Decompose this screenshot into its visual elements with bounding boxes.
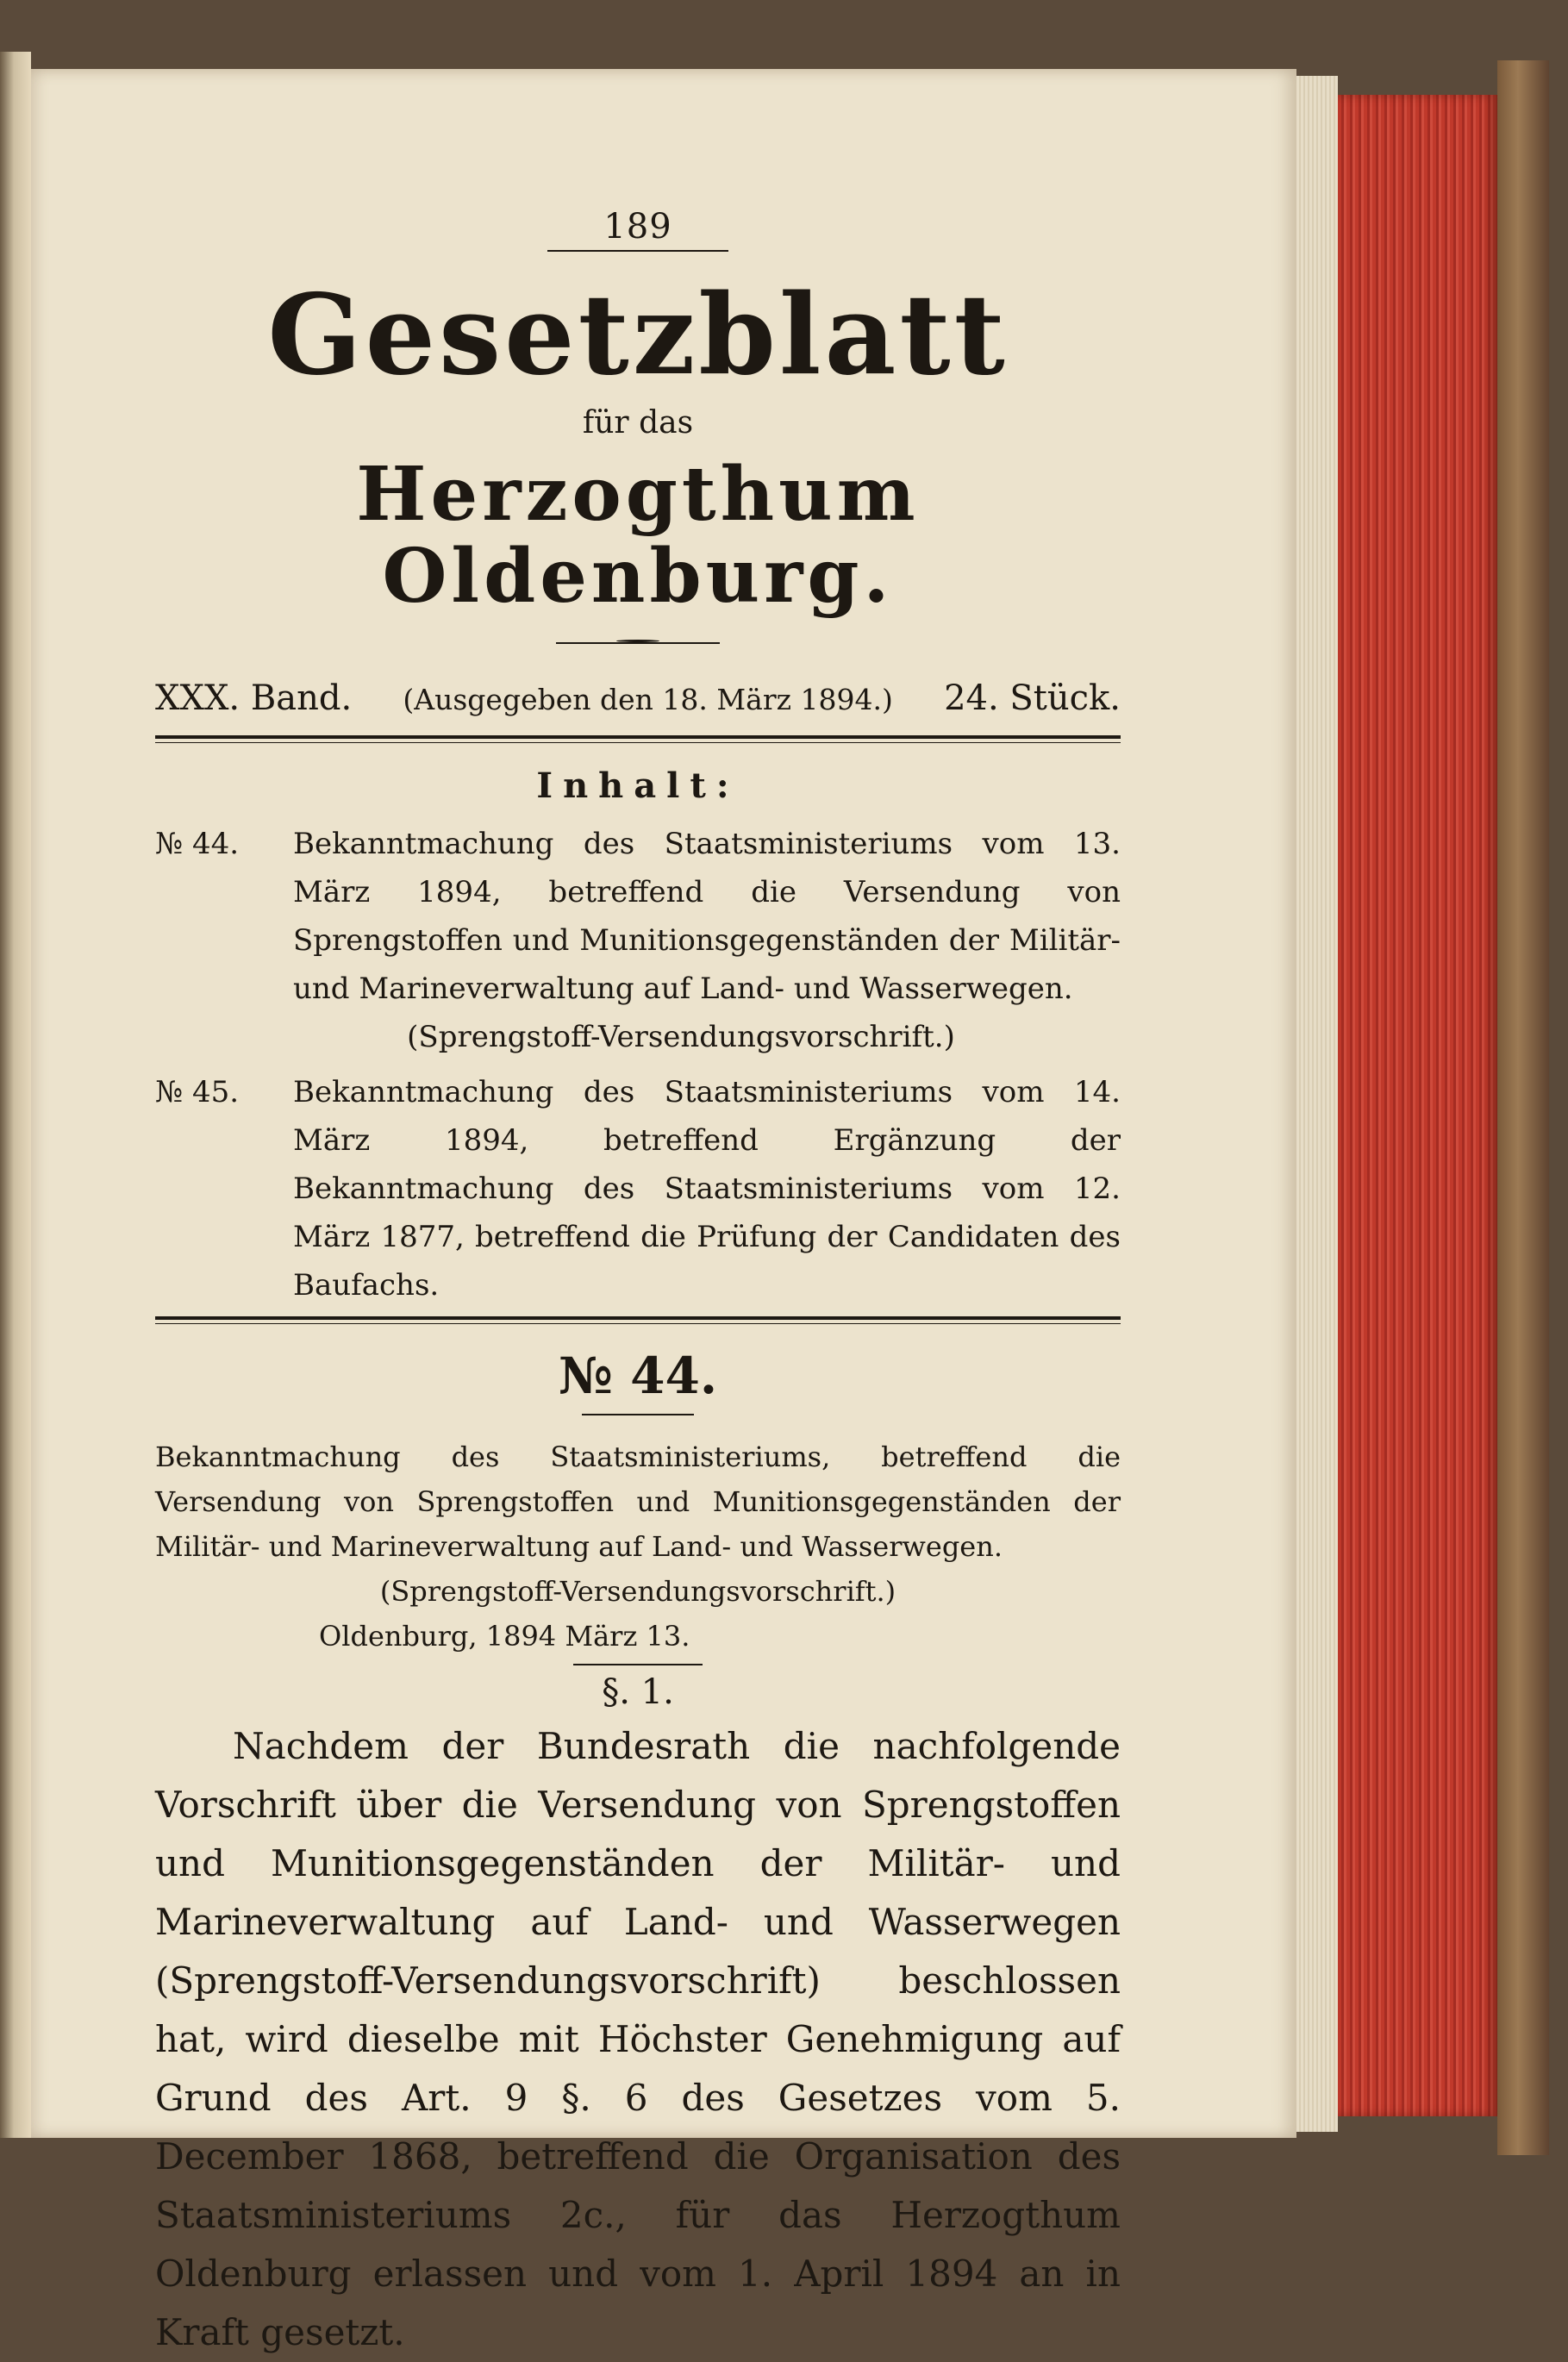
toc-entry [155,1068,1121,1309]
toc-entry-number: № 45. [155,1074,240,1109]
ornament-divider [556,639,720,647]
masthead-title: Gesetzblatt [267,271,1009,400]
section-number: № 44. [558,1346,718,1405]
masthead-state: Herzogthum Oldenburg. [356,451,920,620]
toc-entry [155,820,1121,1061]
toc-entry-text [293,820,1121,1061]
page-number-rule [547,250,728,252]
announcement-subtitle: (Sprengstoff-Versendungsvorschrift.) [379,1574,896,1608]
issue-date: (Ausgegeben den 18. März 1894.) [403,682,893,716]
toc-entry-number: № 44. [155,826,240,861]
announcement-text: Bekanntmachung des Staatsministeriums, betreffend die Versendung von Sprengstoffen und Munitionsgegenständen der Militär- und Marineverwaltung auf Land- und Wasserwegen. [155,1440,1121,1563]
announcement-date: Oldenburg, 1894 März 13. [319,1619,690,1653]
contents-heading: Inhalt: [536,765,740,806]
paragraph-text: Nachdem der Bundesrath die nachfolgende Vorschrift über die Versendung von Sprengstoffen und Munitionsgegenständen der Militär- und Marineverwaltung auf Land- und Wasserwegen (Sprengstoff-Versendungsvorschrift) beschlossen hat, wird dieselbe mit Höchster Genehmigung auf Grund des Art. 9 §. 6 des Gesetzes vom 5. December 1868, betreffend die Organisation des Staatsministeriums 2c., für das Herzogthum Oldenburg erlassen und vom 1. April 1894 an in Kraft gesetzt. [155,1724,1121,2353]
issue-line [155,678,1121,718]
toc-entry-text [293,1068,1121,1309]
double-rule [155,1316,1121,1324]
page-number: 189 [603,207,672,247]
toc-entry-subtitle: (Sprengstoff-Versendungsvorschrift.) [407,1019,955,1054]
toc-entry-description: Bekanntmachung des Staatsministeriums vom 14. März 1894, betreffend Ergänzung der Bekanntmachung des Staatsministeriums vom 12. März 1877, betreffend die Prüfung der Candidaten des Baufachs. [293,1074,1121,1303]
page-stack-edge [1296,76,1338,2132]
section-rule [582,1414,694,1415]
red-book-edge [1338,95,1497,2116]
issue-volume: XXX. Band. [155,678,353,718]
book-spine [1497,60,1549,2155]
book-left-page-edge [0,52,31,2138]
issue-piece: 24. Stück. [944,678,1121,718]
small-rule [573,1664,703,1665]
masthead-subtitle: für das [582,405,694,441]
double-rule [155,735,1121,743]
paragraph-heading: §. 1. [602,1672,674,1712]
page-content [155,207,1121,2362]
toc-entry-description: Bekanntmachung des Staatsministeriums vom 13. März 1894, betreffend die Versendung von Sprengstoffen und Munitionsgegenständen der Militär- und Marineverwaltung auf Land- und Wasserwegen. [293,826,1121,1006]
